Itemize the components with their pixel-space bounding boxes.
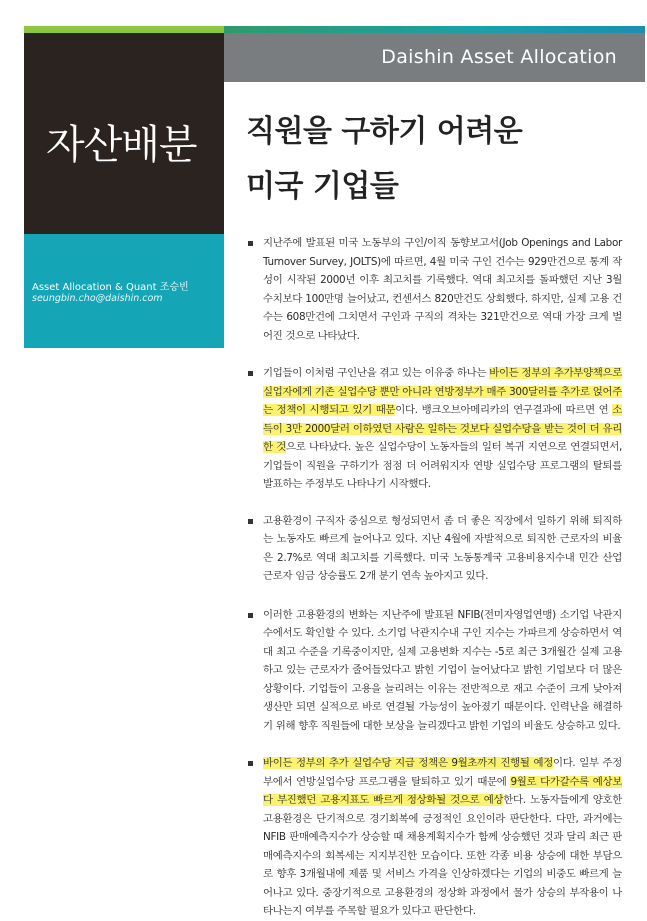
accent-green-stripe [24, 26, 224, 33]
brand-header-bar [224, 33, 645, 82]
bullet-item [246, 606, 622, 736]
bullet-item [246, 754, 622, 921]
author-name: Asset Allocation & Quant 조승빈 [32, 282, 189, 293]
title-line-2: 미국 기업들 [246, 169, 399, 204]
author-email[interactable]: seungbin.cho@daishin.com [32, 293, 163, 304]
paragraph-text: 고용환경이 구직자 중심으로 형성되면서 좀 더 좋은 직장에서 일하기 위해 퇴직하는 노동자도 빠르게 늘어나고 있다. 지난 4월에 자발적으로 퇴직한 근로자의 비율은 2.7%로 역대 최고치를 기록했다. 미국 노동통계국 고용비용지수내 민간 산업 근로자 임금 상승률도 2개 분기 연속 높아지고 있다. [263, 514, 622, 582]
accent-teal-stripe [224, 26, 645, 33]
paragraph-text: 지난주에 발표된 미국 노동부의 구인/이직 동향보고서(Job Openings and Labor Turnover Survey, JOLTS)에 따르면, 4월 미국 구인 건수는 929만건으로 통계 작성이 시작된 2000년 이후 최고치를 기록했다. 역대 최고치를 돌파했던 지난 3월 수치보다 100만명 늘어났고, 컨센서스 820만건도 상회했다. 하지만, 실제 고용 건수는 608만건에 그치면서 구인과 구직의 격차는 321만건으로 역대 가장 크게 벌어진 것으로 나타났다. [263, 237, 622, 342]
bullet-square-icon [248, 613, 253, 618]
bullet-item [246, 234, 622, 345]
category-panel [24, 33, 224, 234]
highlighted-text: 바이든 정부의 추가부양책으로 실업자에게 기존 실업수당 뿐만 아니라 연방정부가 매주 300달러를 추가로 얹어주는 정책이 시행되고 있기 때문 [263, 367, 622, 416]
paragraph-text: 이다. 뱅크오브아메리카의 연구결과에 따르면 연 [395, 404, 613, 416]
paragraph-text: 기업들이 이처럼 구인난을 겪고 있는 이유중 하나는 [263, 367, 490, 379]
highlighted-text: 소득이 3만 2000달러 이하였던 사람은 일하는 것보다 실업수당을 받는 것이 더 유리한 것 [263, 404, 622, 453]
top-accent-bar [24, 26, 645, 33]
bullet-square-icon [248, 241, 253, 246]
bullet-item [246, 364, 622, 494]
paragraph-text: 한다. 노동자들에게 양호한 고용환경은 단기적으로 경기회복에 긍정적인 요인이라 판단한다. 다만, 과거에는 NFIB 판매예측지수가 상승할 때 채용계획지수가 함께 상승했던 것과 달리 최근 판매예측지수의 회복세는 지지부진한 모습이다. 또한 각종 비용 상승에 대한 부담으로 향후 3개월내에 제품 및 서비스 가격을 인상하겠다는 기업의 비중도 빠르게 늘어나고 있다. 중장기적으로 고용환경의 정상화 과정에서 물가 상승의 부작용이 나타나는지 여부를 주목할 필요가 있다고 판단한다. [263, 794, 622, 917]
paragraph-text: 으로 나타났다. 높은 실업수당이 노동자들의 일터 복귀 지연으로 연결되면서, 기업들이 직원을 구하기가 점점 더 어려워지자 연방 실업수당 프로그램의 탈퇴를 발표하는 주정부도 나타나기 시작했다. [263, 441, 622, 490]
bullet-square-icon [248, 519, 253, 524]
title-line-1: 직원을 구하기 어려운 [246, 114, 523, 149]
author-panel [24, 234, 224, 348]
category-label: 자산배분 [46, 122, 197, 168]
brand-name: Daishin Asset Allocation [381, 46, 617, 68]
bullet-square-icon [248, 761, 253, 766]
highlighted-text: 바이든 정부의 추가 실업수당 지급 정책은 9월초까지 진행될 예정 [263, 757, 553, 769]
bullet-square-icon [248, 371, 253, 376]
bullet-item [246, 512, 622, 586]
bullet-list [246, 234, 622, 921]
paragraph-text: 이러한 고용환경의 변화는 지난주에 발표된 NFIB(전미자영업연맹) 소기업 낙관지수에서도 확인할 수 있다. 소기업 낙관지수내 구인 지수는 가파르게 상승하면서 역대 최고 수준을 기록중이지만, 실제 고용변화 지수는 -5로 최근 3개월간 실제 고용하고 있는 근로자가 줄어들었다고 밝힌 기업이 늘어났다고 밝힌 기업보다 더 많은 상황이다. 기업들이 고용을 늘리려는 이유는 전반적으로 재고 수준이 크게 낮아져 생산만 되면 실적으로 바로 연결될 가능성이 높아졌기 때문이다. 인력난을 해결하기 위해 향후 직원들에 대한 보상을 늘리겠다고 밝힌 기업의 비율도 상승하고 있다. [263, 608, 623, 732]
highlighted-text: 9월로 다가갈수록 예상보다 부진했던 고용지표도 빠르게 정상화될 것으로 예상 [263, 775, 622, 806]
paragraph-text: 이다. 일부 주정부에서 연방실업수당 프로그램을 탈퇴하고 있기 때문에 [263, 757, 622, 788]
report-title [246, 104, 522, 214]
